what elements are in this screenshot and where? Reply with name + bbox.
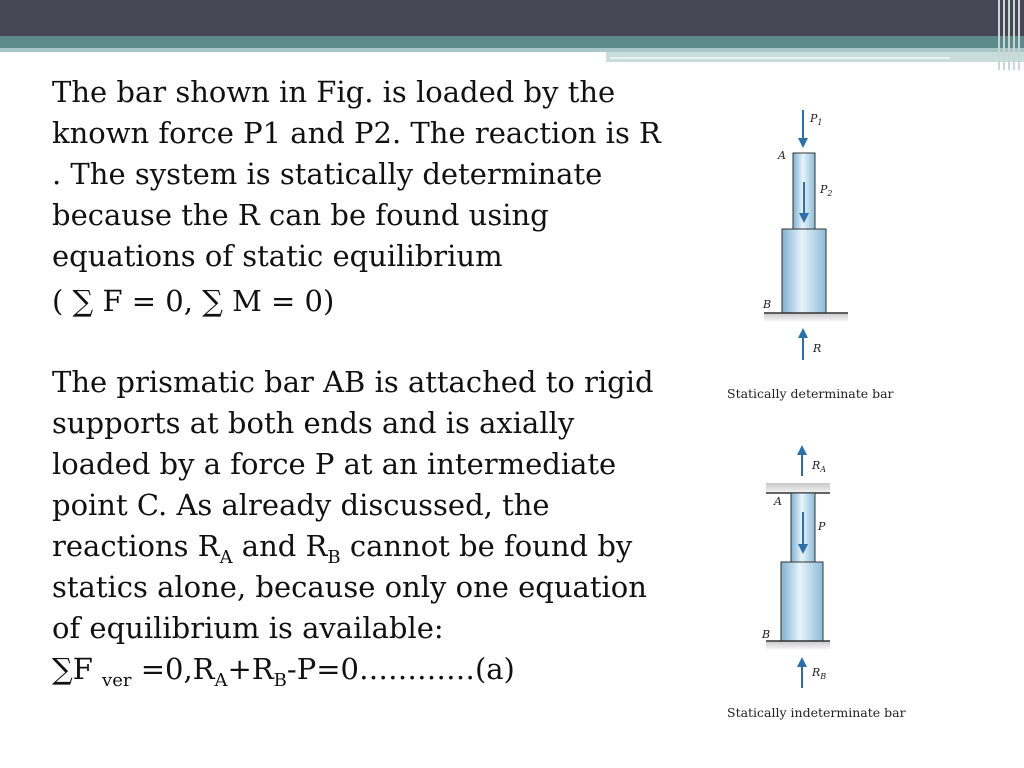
label-a: A xyxy=(778,149,786,162)
ground-support xyxy=(764,313,848,321)
label-ra: $R_A$ xyxy=(812,459,827,474)
label-b: B xyxy=(763,298,772,311)
text-line: statics alone, because only one equation xyxy=(52,570,647,604)
reaction-rb-arrowhead xyxy=(797,657,807,667)
paragraph-indeterminate xyxy=(52,362,692,690)
label-rb: $R_B$ xyxy=(812,666,827,681)
text-line: point C. As already discussed, the xyxy=(52,488,550,522)
text-line: The prismatic bar AB is attached to rigid xyxy=(52,365,654,399)
text-line: of equilibrium is available: xyxy=(52,611,444,645)
caption-determinate: Statically determinate bar xyxy=(727,386,894,401)
slide-accent-band xyxy=(0,36,1024,48)
figure-determinate xyxy=(727,110,894,401)
caption-indeterminate: Statically indeterminate bar xyxy=(727,705,906,720)
label-r: R xyxy=(813,342,822,355)
equilibrium-equations: ( ∑ F = 0, ∑ M = 0) xyxy=(52,284,335,318)
text-line: supports at both ends and is axially xyxy=(52,406,575,440)
text-line: equations of static equilibrium xyxy=(52,239,503,273)
force-p1-arrowhead xyxy=(798,138,808,148)
label-p: P xyxy=(818,520,826,533)
bar-figures xyxy=(724,100,924,740)
slide-top-bar xyxy=(0,0,1024,36)
text-line: The bar shown in Fig. is loaded by the xyxy=(52,75,616,109)
bar-lower-segment xyxy=(781,562,823,641)
slide-corner-stripes xyxy=(996,0,1024,70)
text-line: . The system is statically determinate xyxy=(52,157,603,191)
equilibrium-equation-a: ∑F $_{ver} =0,R_A+R_B-P=0\dots\dots\dots\dots(a)$ xyxy=(52,652,515,691)
figure-indeterminate xyxy=(727,445,906,720)
slide-accent-highlight xyxy=(610,57,950,59)
text-line: loaded by a force P at an intermediate xyxy=(52,447,617,481)
text-line-reactions: reactions $R_A$ and $R_B$ cannot be found by xyxy=(52,529,633,568)
paragraph-determinate xyxy=(52,72,692,322)
text-line: known force P1 and P2. The reaction is R xyxy=(52,116,661,150)
top-support xyxy=(766,483,830,493)
reaction-ra-arrowhead xyxy=(797,445,807,455)
label-p2: $P_2$ xyxy=(820,183,833,198)
label-b: B xyxy=(762,628,771,641)
bottom-support xyxy=(766,641,830,649)
bar-lower-segment xyxy=(782,229,826,313)
reaction-r-arrowhead xyxy=(798,328,808,338)
label-a: A xyxy=(774,495,782,508)
text-line: because the R can be found using xyxy=(52,198,549,232)
slide-body-text xyxy=(52,72,692,690)
label-p1: $P_1$ xyxy=(810,112,823,127)
